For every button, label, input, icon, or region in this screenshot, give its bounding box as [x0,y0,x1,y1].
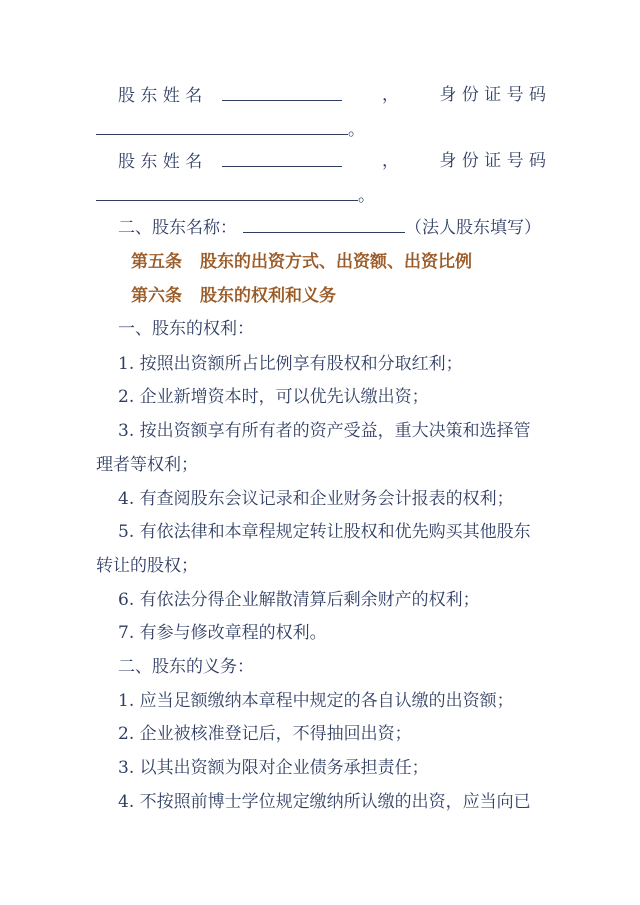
article-5-heading [131,251,581,273]
duties-item: 2. 企业被核准登记后，不得抽回出资； [118,724,412,744]
rights-title: 一、股东的权利： [118,319,254,339]
duties-item: 3. 以其出资额为限对企业债务承担责任； [118,758,429,778]
rights-item: 3. 按出资额享有所有者的资产受益，重大决策和选择管 [118,421,531,441]
shareholder-name-label: 股 东 姓 名 [118,86,203,106]
duties-item: 4. 不按照前博士学位规定缴纳所认缴的出资，应当向已 [118,792,531,812]
shareholder-name-blank [222,84,342,101]
rights-item: 7. 有参与修改章程的权利。 [118,623,327,643]
article-number: 第五条 [131,252,182,272]
duties-item: 1. 应当足额缴纳本章程中规定的各自认缴的出资额； [118,691,514,711]
rights-item: 6. 有依法分得企业解散清算后剩余财产的权利； [118,590,480,610]
shareholder-name-blank [222,150,342,167]
id-number-line-1 [96,118,546,141]
corporate-shareholder-line [118,216,546,239]
id-number-line-2 [96,184,546,207]
comma: ， [382,85,399,105]
corporate-name-blank [243,216,405,233]
id-number-blank [96,118,348,135]
article-number: 第六条 [131,286,182,306]
comma: ， [382,151,399,171]
rights-item: 2. 企业新增资本时，可以优先认缴出资； [118,387,429,407]
corporate-shareholder-label: 二、股东名称： [118,218,237,238]
rights-item: 5. 有依法律和本章程规定转让股权和优先购买其他股东 [118,522,531,542]
id-number-label: 身 份 证 号 码 [439,151,546,171]
corporate-note: （法人股东填写） [405,218,541,238]
id-number-label: 身 份 证 号 码 [439,85,546,105]
shareholder-name-label: 股 东 姓 名 [118,152,203,172]
shareholder-name-line-1 [118,84,546,107]
rights-item-continuation: 转让的股权； [96,556,198,576]
rights-item-continuation: 理者等权利； [96,455,198,475]
duties-title: 二、股东的义务： [118,657,254,677]
rights-item: 1. 按照出资额所占比例享有股权和分取红利； [118,354,463,374]
id-number-blank [96,184,358,201]
shareholder-name-line-2 [118,150,546,173]
article-title: 股东的权利和义务 [200,286,336,306]
article-title: 股东的出资方式、出资额、出资比例 [200,252,472,272]
period: 。 [358,186,375,206]
period: 。 [348,120,365,140]
article-6-heading [131,285,581,307]
rights-item: 4. 有查阅股东会议记录和企业财务会计报表的权利； [118,489,514,509]
